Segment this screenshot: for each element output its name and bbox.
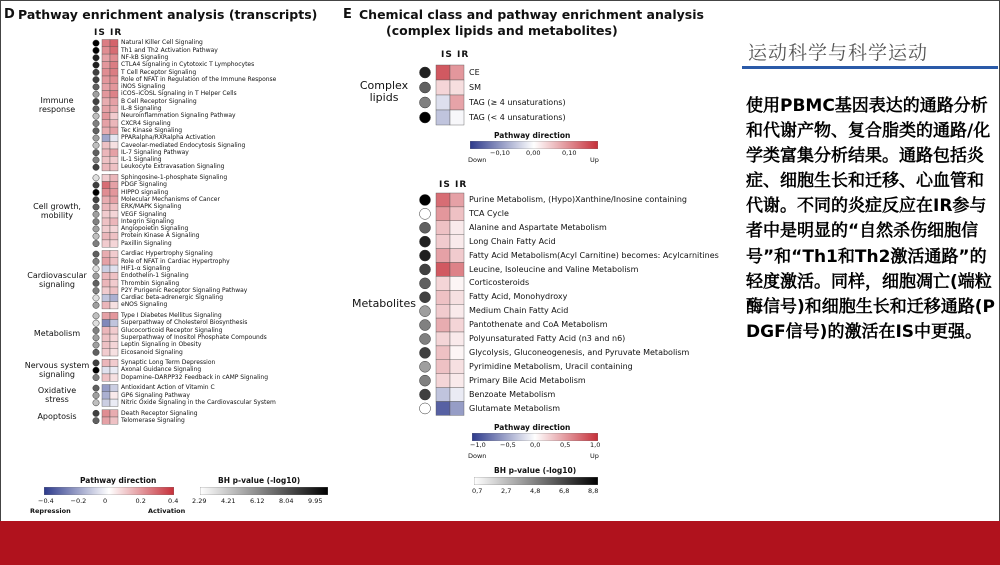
e-metab-dir-gradient [472, 433, 598, 441]
pathway-label: Antioxidant Action of Vitamin C [121, 384, 215, 392]
metab-p-tick: 8,8 [588, 487, 599, 495]
pathway-label: T Cell Receptor Signaling [121, 68, 197, 76]
metab-dir-tick: −0,5 [500, 441, 516, 449]
metab-p-tick: 4,8 [530, 487, 541, 495]
panel-e-metab-col-headers: IS IR [439, 180, 468, 190]
pathway-label: HIF1-α Signaling [121, 264, 171, 272]
pathway-label: Cardiac Hypertrophy Signaling [121, 250, 213, 258]
metabolite-label: Glutamate Metabolism [469, 403, 561, 413]
pathway-label: GP6 Signaling Pathway [121, 391, 190, 399]
pathway-label: Thrombin Signaling [121, 279, 180, 287]
brand-underline [742, 66, 998, 69]
lipid-is-cell [436, 80, 450, 95]
pathway-label: PPARalpha/RXRalpha Activation [121, 134, 216, 142]
d-repression-label: Repression [30, 507, 71, 515]
metab-pvalue-dot [420, 347, 431, 358]
e-lipids-legend-title: Pathway direction [494, 131, 571, 140]
pathway-label: Integrin Signaling [121, 217, 174, 225]
metab-ir-cell [450, 360, 464, 374]
pathway-label: IL-1 Signaling [121, 156, 162, 164]
metabolite-label: Medium Chain Fatty Acid [469, 306, 569, 316]
metabolite-label: Fatty Acid Metabolism(Acyl Carnitine) becomes: Acylcarnitines [469, 250, 719, 260]
pvalue-tick: 6.12 [250, 497, 265, 505]
e-metab-p-gradient [474, 477, 598, 485]
metabolite-label: Primary Bile Acid Metabolism [469, 375, 586, 385]
pathway-label: Caveolar-mediated Endocytosis Signaling [121, 141, 246, 149]
pathway-label: Role of NFAT in Cardiac Hypertrophy [121, 257, 230, 265]
direction-tick: 0.2 [135, 497, 146, 505]
pathway-label: Molecular Mechanisms of Cancer [121, 195, 220, 203]
metab-is-cell [436, 374, 450, 388]
metab-pvalue-dot [420, 278, 431, 289]
metab-pvalue-dot [420, 333, 431, 344]
lipids-tick: 0,00 [526, 149, 541, 157]
panel-d-letter: D [4, 7, 15, 22]
metab-is-cell [436, 207, 450, 221]
complex-lipids-group-label: Complex lipids [359, 79, 409, 104]
lipids-tick: −0,10 [490, 149, 510, 157]
pathway-label: HIPPO signaling [121, 188, 169, 196]
panel-d-col-headers: IS IR [94, 28, 123, 38]
metab-pvalue-dot [420, 292, 431, 303]
metabolite-label: Pantothenate and CoA Metabolism [469, 320, 608, 330]
pathway-label: Angiopoietin Signaling [121, 225, 189, 233]
lipid-is-cell [436, 95, 450, 110]
metab-pvalue-dot [420, 194, 431, 205]
metab-pvalue-dot [420, 320, 431, 331]
lipid-is-cell [436, 65, 450, 80]
category-label: Immune response [38, 96, 76, 115]
category-label: Cell growth, mobility [33, 201, 81, 220]
lipids-tick: 0,10 [562, 149, 577, 157]
pathway-label: Sphingosine-1-phosphate Signaling [121, 174, 228, 181]
e-lipids-up-label: Up [590, 156, 599, 164]
metabolite-label: Glycolysis, Gluconeogenesis, and Pyruvate Metabolism [469, 347, 690, 357]
metab-is-cell [436, 388, 450, 402]
metab-dir-tick: 1,0 [590, 441, 601, 449]
summary-text: 使用PBMC基因表达的通路分析和代谢产物、复合脂类的通路/化学类富集分析结果。通路包括炎症、细胞生长和迁移、心血管和代谢。不同的炎症反应在IR参与者中是明显的“自然杀伤细胞信号”和“Th1和Th2激活通路”的轻度激活。同样，细胞凋亡(端粒酶信号)和细胞生长和迁移通路(PDGF信号)的激活在IS中更强。 [746, 96, 995, 342]
e-lipids-down-label: Down [468, 156, 487, 164]
pathway-label: Axonal Guidance Signaling [121, 366, 202, 374]
metab-pvalue-dot [420, 264, 431, 275]
e-metab-p-legend-title: BH p-value (-log10) [494, 466, 577, 475]
lipid-pvalue-dot [420, 97, 431, 108]
metab-ir-cell [450, 332, 464, 346]
pathway-label: VEGF Signaling [121, 210, 167, 218]
metab-ir-cell [450, 235, 464, 249]
d-pvalue-legend-title: BH p-value (-log10) [218, 476, 301, 485]
pathway-label: Role of NFAT in Regulation of the Immune Response [121, 75, 277, 83]
metabolite-label: Long Chain Fatty Acid [469, 236, 556, 246]
pathway-label: iNOS Signaling [121, 83, 166, 91]
metabolite-label: Pyrimidine Metabolism, Uracil containing [469, 361, 633, 371]
metab-is-cell [436, 276, 450, 290]
lipid-pvalue-dot [420, 112, 431, 123]
pathway-label: Superpathway of Cholesterol Biosynthesis [121, 319, 248, 327]
category-label: Nervous system signaling [24, 361, 90, 380]
e-lipids-gradient [470, 141, 598, 149]
metab-ir-cell [450, 276, 464, 290]
pathway-label: B Cell Receptor Signaling [121, 97, 197, 105]
metabolite-label: Benzoate Metabolism [469, 389, 556, 399]
metab-pvalue-dot [420, 403, 431, 414]
metab-pvalue-dot [420, 236, 431, 247]
metab-ir-cell [450, 304, 464, 318]
panel-e-title-line2: (complex lipids and metabolites) [386, 23, 618, 38]
metab-is-cell [436, 263, 450, 277]
pathway-label: IL-7 Signaling Pathway [121, 148, 189, 156]
pathway-label: Leptin Signaling in Obesity [121, 341, 202, 349]
metab-pvalue-dot [420, 250, 431, 261]
lipid-ir-cell [450, 65, 464, 80]
metabolite-label: Leucine, Isoleucine and Valine Metabolism [469, 264, 639, 274]
pvalue-tick: 4.21 [221, 497, 236, 505]
d-activation-label: Activation [148, 507, 186, 515]
panel-d-title: Pathway enrichment analysis (transcripts) [18, 7, 318, 22]
metab-ir-cell [450, 263, 464, 277]
e-metab-dir-legend-title: Pathway direction [494, 423, 571, 432]
metab-is-cell [436, 290, 450, 304]
metab-pvalue-dot [420, 361, 431, 372]
pvalue-tick: 9.95 [308, 497, 323, 505]
category-label: Oxidative stress [37, 386, 77, 405]
metab-pvalue-dot [420, 375, 431, 386]
lipid-label: CE [469, 68, 480, 77]
lipid-label: TAG (≥ 4 unsaturations) [469, 98, 566, 107]
metabolite-label: Polyunsaturated Fatty Acid (n3 and n6) [469, 334, 626, 343]
metab-ir-cell [450, 374, 464, 388]
pathway-label: Cardiac beta-adrenergic Signaling [121, 294, 224, 302]
metab-p-tick: 6,8 [559, 487, 570, 495]
pathway-label: Superpathway of Inositol Phosphate Compounds [121, 333, 267, 341]
metab-ir-cell [450, 318, 464, 332]
pathway-label: Tec Kinase Signaling [121, 126, 183, 134]
metab-ir-cell [450, 193, 464, 207]
pathway-label: Nitric Oxide Signaling in the Cardiovascular System [121, 398, 276, 406]
pathway-label: Natural Killer Cell Signaling [121, 39, 203, 47]
metab-is-cell [436, 346, 450, 360]
metab-is-cell [436, 235, 450, 249]
direction-tick: 0.4 [168, 497, 179, 505]
metabolite-label: Fatty Acid, Monohydroxy [469, 292, 568, 302]
metabolite-label: Alanine and Aspartate Metabolism [469, 222, 607, 232]
metab-ir-cell [450, 290, 464, 304]
pvalue-tick: 8.04 [279, 497, 294, 505]
lipid-ir-cell [450, 95, 464, 110]
pathway-label: Paxillin Signaling [121, 239, 172, 247]
metab-ir-cell [450, 207, 464, 221]
pathway-label: NF-kB Signaling [121, 53, 169, 61]
metab-ir-cell [450, 388, 464, 402]
panel-e-title-line1: Chemical class and pathway enrichment analysis [359, 7, 704, 22]
lipid-is-cell [436, 110, 450, 125]
pathway-label: eNOS Signaling [121, 301, 168, 309]
metab-p-tick: 2,7 [501, 487, 512, 495]
pathway-label: Endothelin-1 Signaling [121, 272, 189, 280]
pathway-label: Th1 and Th2 Activation Pathway [121, 46, 218, 54]
metab-dir-tick: −1,0 [470, 441, 486, 449]
metab-is-cell [436, 249, 450, 263]
pathway-label: ERK/MAPK Signaling [121, 203, 182, 211]
metab-is-cell [436, 402, 450, 416]
metab-is-cell [436, 360, 450, 374]
pathway-label: Glucocorticoid Receptor Signaling [121, 326, 223, 334]
category-label: Metabolism [33, 329, 81, 339]
pvalue-tick: 2.29 [192, 497, 207, 505]
pathway-label: Synaptic Long Term Depression [121, 359, 216, 367]
pathway-label: CXCR4 Signaling [121, 119, 171, 127]
metabolite-label: Purine Metabolism, (Hypo)Xanthine/Inosine containing [469, 195, 687, 204]
direction-tick: 0 [103, 497, 108, 505]
pathway-label: P2Y Purigenic Receptor Signaling Pathway [121, 286, 248, 294]
metabolite-label: Corticosteroids [469, 278, 530, 288]
lipid-label: TAG (< 4 unsaturations) [469, 113, 566, 122]
pathway-label: Protein Kinase A Signaling [121, 232, 200, 240]
direction-tick: −0.2 [70, 497, 87, 505]
metab-is-cell [436, 221, 450, 235]
metab-dir-tick: 0,0 [530, 441, 541, 449]
lipid-pvalue-dot [420, 67, 431, 78]
metab-is-cell [436, 193, 450, 207]
lipid-pvalue-dot [420, 82, 431, 93]
e-metab-down-label: Down [468, 452, 487, 460]
pathway-label: IL-8 Signaling [121, 105, 162, 112]
pathway-label: Type I Diabetes Mellitus Signaling [121, 312, 222, 319]
pathway-label: Leukocyte Extravasation Signaling [121, 163, 225, 171]
lipid-ir-cell [450, 110, 464, 125]
pathway-label: Telomerase Signaling [121, 416, 185, 424]
metab-ir-cell [450, 249, 464, 263]
pathway-label: PDGF Signaling [121, 181, 167, 189]
d-direction-legend-title: Pathway direction [80, 476, 157, 485]
metab-pvalue-dot [420, 389, 431, 400]
metab-ir-cell [450, 402, 464, 416]
metab-p-tick: 0,7 [472, 487, 483, 495]
bottom-accent-bar [0, 521, 1000, 565]
metab-pvalue-dot [420, 208, 431, 219]
metab-is-cell [436, 332, 450, 346]
pathway-label: iCOS–iCOSL Signaling in T Helper Cells [121, 90, 237, 98]
lipid-label: SM [469, 83, 481, 92]
metabolites-group-label: Metabolites [352, 297, 416, 310]
pathway-label: Death Receptor Signaling [121, 409, 198, 417]
metab-dir-tick: 0,5 [560, 441, 571, 449]
category-label: Cardiovascular signaling [27, 270, 87, 289]
brand-title: 运动科学与科学运动 [748, 42, 929, 64]
metab-ir-cell [450, 346, 464, 360]
direction-tick: −0.4 [38, 497, 54, 505]
pathway-label: Dopamine–DARPP32 Feedback in cAMP Signaling [121, 373, 269, 381]
pathway-label: Eicosanoid Signaling [121, 348, 183, 356]
metab-is-cell [436, 318, 450, 332]
panel-e-letter: E [343, 7, 352, 22]
e-metab-up-label: Up [590, 452, 599, 460]
metabolite-label: TCA Cycle [469, 208, 509, 218]
metab-pvalue-dot [420, 222, 431, 233]
pathway-label: Neuroinflammation Signaling Pathway [121, 112, 236, 120]
metab-is-cell [436, 304, 450, 318]
pathway-label: CTLA4 Signaling in Cytotoxic T Lymphocytes [121, 61, 255, 69]
metab-pvalue-dot [420, 306, 431, 317]
metab-ir-cell [450, 221, 464, 235]
panel-e-lipid-col-headers: IS IR [441, 50, 470, 60]
lipid-ir-cell [450, 80, 464, 95]
category-label: Apoptosis [37, 412, 77, 421]
